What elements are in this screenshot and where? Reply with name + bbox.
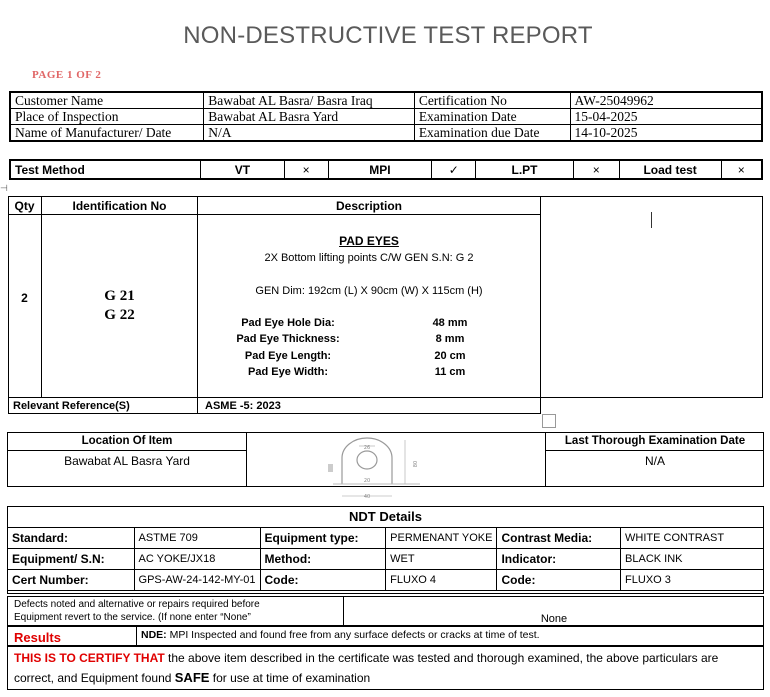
certify-safe: SAFE	[174, 670, 210, 685]
pad-eye-drawing	[325, 434, 435, 500]
ndt-label: Code:	[497, 570, 621, 591]
text-cursor	[651, 212, 652, 228]
page-label: PAGE 1 OF 2	[32, 69, 102, 81]
manufacturer-value: N/A	[204, 125, 415, 142]
small-checkbox[interactable]	[542, 414, 556, 428]
desc-line-2: GEN Dim: 192cm (L) X 90cm (W) X 115cm (H)	[255, 285, 483, 297]
nde-label: NDE:	[141, 629, 167, 641]
margin-marker-icon: ⊣	[0, 183, 8, 193]
certify-line-1	[14, 651, 718, 665]
ndt-label: Contrast Media:	[497, 528, 621, 549]
ndt-table	[7, 527, 764, 591]
method-mpi-mark: ✓	[432, 160, 476, 179]
ndt-title: NDT Details	[349, 509, 422, 524]
exam-date-label: Examination Date	[414, 109, 570, 125]
spec-value: 20 cm	[434, 350, 466, 362]
ndt-value: ASTME 709	[134, 528, 260, 549]
certify-text-1: the above item described in the certificate was tested and thorough examined, the above particulars are	[164, 651, 719, 665]
ndt-label: Equipment type:	[260, 528, 386, 549]
method-vt-mark: ×	[284, 160, 328, 179]
method-lpt-mark: ×	[573, 160, 619, 179]
ndt-label: Standard:	[8, 528, 135, 549]
defects-line-2: Equipment revert to the service. (If none enter “None”	[14, 612, 251, 623]
method-vt: VT	[201, 160, 285, 179]
ndt-label: Cert Number:	[8, 570, 135, 591]
ndt-value: BLACK INK	[621, 549, 764, 570]
results-label: Results	[14, 630, 61, 645]
ndt-value: WHITE CONTRAST	[621, 528, 764, 549]
due-date-label: Examination due Date	[414, 125, 570, 142]
ndt-value: PERMENANT YOKE	[386, 528, 497, 549]
exam-date-value: 15-04-2025	[570, 109, 762, 125]
ndt-value: WET	[386, 549, 497, 570]
ndt-label: Method:	[260, 549, 386, 570]
nde-statement	[141, 629, 540, 641]
drawing-dim-bottom: 40	[363, 494, 371, 500]
certify-text-2: correct, and Equipment found	[14, 671, 175, 685]
spec-label: Pad Eye Thickness:	[236, 333, 340, 345]
ref-value: ASME -5: 2023	[205, 400, 281, 412]
certify-line-2	[14, 670, 370, 685]
customer-name-value: Bawabat AL Basra/ Basra Iraq	[204, 92, 415, 109]
desc-title: PAD EYES	[339, 234, 399, 248]
report-title: NON-DESTRUCTIVE TEST REPORT	[183, 22, 593, 49]
test-method-label: Test Method	[10, 160, 201, 179]
ref-label: Relevant Reference(S)	[13, 400, 130, 412]
spec-label: Pad Eye Width:	[248, 366, 328, 378]
ndt-value: FLUXO 3	[621, 570, 764, 591]
desc-header: Description	[335, 199, 402, 213]
spec-value: 8 mm	[435, 333, 465, 345]
id-header: Identification No	[72, 199, 167, 213]
drawing-dim-side: 80	[413, 460, 419, 468]
ndt-value: GPS-AW-24-142-MY-01	[134, 570, 260, 591]
place-value: Bawabat AL Basra Yard	[204, 109, 415, 125]
spec-value: 11 cm	[434, 366, 466, 378]
certify-text-3: for use at time of examination	[209, 671, 371, 685]
header-table	[9, 91, 763, 142]
place-label: Place of Inspection	[10, 109, 204, 125]
ndt-label: Equipment/ S.N:	[8, 549, 135, 570]
certify-lead: THIS IS TO CERTIFY THAT	[14, 651, 165, 665]
location-value: Bawabat AL Basra Yard	[64, 454, 190, 468]
location-label: Location Of Item	[81, 435, 173, 447]
test-method-table	[9, 159, 763, 180]
ndt-label: Code:	[260, 570, 386, 591]
ndt-value: AC YOKE/JX18	[134, 549, 260, 570]
spec-value: 48 mm	[432, 317, 468, 329]
desc-line-1: 2X Bottom lifting points C/W GEN S.N: G 2	[264, 252, 474, 264]
spec-label: Pad Eye Hole Dia:	[241, 317, 335, 329]
qty-value: 2	[21, 291, 28, 305]
method-load-test-mark: ×	[721, 160, 762, 179]
id-value-1: G 21	[104, 288, 135, 304]
due-date-value: 14-10-2025	[570, 125, 762, 142]
spec-label: Pad Eye Length:	[244, 350, 332, 362]
defects-line-1: Defects noted and alternative or repairs required before	[14, 599, 260, 610]
drawing-dim-top: 26	[363, 445, 371, 451]
cert-no-value: AW-25049962	[570, 92, 762, 109]
last-exam-value: N/A	[644, 454, 665, 468]
cert-no-label: Certification No	[414, 92, 570, 109]
ndt-label: Indicator:	[497, 549, 621, 570]
drawing-dim-middle: 20	[363, 478, 371, 484]
id-value-2: G 22	[104, 307, 135, 323]
manufacturer-label: Name of Manufacturer/ Date	[10, 125, 204, 142]
ndt-value: FLUXO 4	[386, 570, 497, 591]
defects-value: None	[540, 613, 568, 625]
method-mpi: MPI	[328, 160, 432, 179]
nde-text: MPI Inspected and found free from any surface defects or cracks at time of test.	[169, 629, 540, 641]
item-table	[8, 196, 541, 414]
qty-header: Qty	[14, 199, 35, 213]
last-exam-label: Last Thorough Examination Date	[564, 435, 746, 447]
method-lpt: L.PT	[476, 160, 574, 179]
customer-name-label: Customer Name	[10, 92, 204, 109]
method-load-test: Load test	[619, 160, 721, 179]
